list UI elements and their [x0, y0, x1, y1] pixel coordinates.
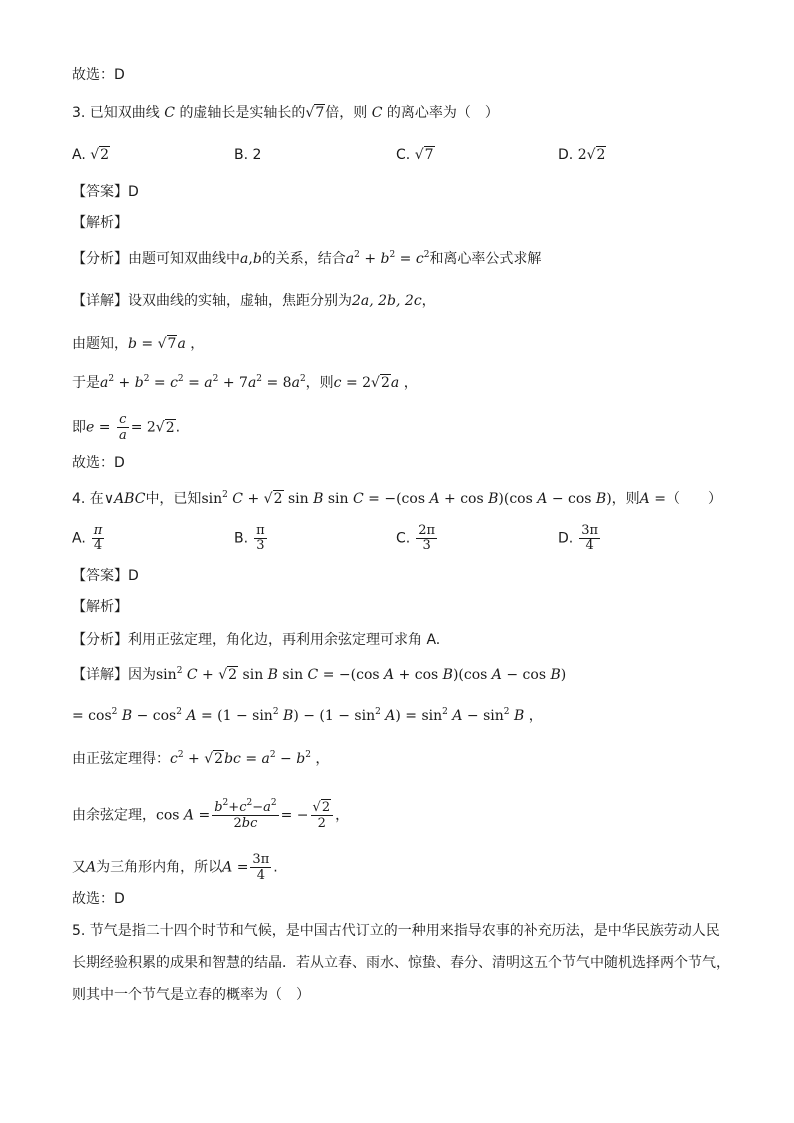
q4-detail: 【详解】因为$\sin^2 C + √2$ sin B sin C = −(cos A + cos B)(cos A − cos B): [72, 666, 567, 683]
q3-choice: 故选：D: [72, 455, 125, 471]
q4-option-c-label: C.: [396, 530, 411, 547]
fx3-b: 的关系，结合: [261, 251, 346, 267]
three-pi-over-four-fraction: $\frac{3\pi}{4}$: [252, 852, 270, 883]
q3-option-b: B. 2: [234, 147, 262, 163]
q4-option-b: B. $\frac{\pi}{3}$: [234, 523, 265, 553]
q4-sine-rule: 由正弦定理得：$c^2 + √2bc = a^2 - b^2$ ，: [72, 750, 330, 767]
q4-conclusion: 又A为三角形内角，所以A = $\frac{3\pi}{4}$ .: [72, 852, 278, 883]
answer-line: 故选：D: [72, 67, 125, 83]
q3-lead: 3. 已知双曲线: [72, 105, 160, 121]
c-over-a-fraction: $\frac{c}{a}$: [118, 412, 127, 443]
q4-analysis: 【分析】利用正弦定理，角化边，再利用余弦定理可求角 A.: [72, 632, 441, 648]
q3-option-d-label: D.: [558, 147, 574, 163]
yjx4-b: 为三角形内角，所以: [96, 859, 223, 876]
q5-line-3: 则其中一个节气是立春的概率为（ ）: [72, 987, 310, 1003]
q3-option-a: A. √2: [72, 147, 110, 163]
q3-option-c-label: C.: [396, 147, 411, 163]
yt3: 由题知，: [72, 336, 128, 352]
q3-mid2: 倍，则: [325, 105, 368, 121]
cosine-fraction: $\frac{b^2+c^2-a^2}{2bc}$: [214, 798, 277, 831]
q4-analysis-heading: 【解析】: [72, 599, 128, 615]
q3-option-d: D. 2√2: [558, 147, 606, 163]
yx4: 由余弦定理，: [72, 807, 156, 824]
fx3-c: 和离心率公式求解: [429, 251, 542, 267]
xj3-b: ，: [421, 293, 436, 309]
root2-over-2-fraction: $\frac{√2}{2}$: [311, 800, 334, 831]
q4-choice: 故选：D: [72, 891, 125, 907]
q4-lead: 4. 在: [72, 491, 104, 507]
q4-answer: 【答案】D: [72, 568, 139, 584]
yjx4: 又: [72, 859, 86, 876]
question-3-stem: 3. 已知双曲线 C 的虚轴长是实轴长的√7倍，则 C 的离心率为（ ）: [72, 105, 499, 121]
q3-analysis: 【分析】由题可知双曲线中a,b的关系，结合$a^2 + b^2 = c^2$和离心率公式求解: [72, 250, 542, 267]
q4-cosine-rule: 由余弦定理，cos A = $\frac{b^2+c^2-a^2}{2bc}$ = − $\frac{√2}{2}$ ，: [72, 798, 350, 831]
q3-analysis-heading: 【解析】: [72, 215, 128, 231]
question-4-stem: 4. 在∨ABC中，已知$\sin^2 C + √2$ sin B sin C = −(cos A + cos B)(cos A − cos B)，则A =（ ）: [72, 490, 722, 507]
q3-result: 即e = $\frac{c}{a}$ = 2√2.: [72, 412, 181, 443]
q3-step: 于是$a^2 + b^2 = c^2 = a^2 + 7a^2 = 8a^2$，则c = 2√2a ，: [72, 374, 418, 391]
xj3-a: 【详解】设双曲线的实轴，虚轴，焦距分别为: [72, 293, 352, 309]
q4-tail: ，则: [611, 491, 640, 507]
q4-option-a: A. $\frac{\pi}{4}$: [72, 523, 103, 553]
q3-mid1: 的虚轴长是实轴长的: [179, 105, 306, 121]
ys3-b: ，则: [305, 375, 334, 391]
q3-tail: 的离心率为（ ）: [386, 105, 499, 121]
q3-given: 由题知，b = √7a ，: [72, 336, 205, 352]
q5-line-2: 长期经验积累的成果和智慧的结晶．若从立春、雨水、惊蛰、春分、清明这五个节气中随机选择两个节气，: [72, 955, 730, 971]
q4-mid: 中，已知: [145, 491, 202, 507]
fx3-a: 【分析】由题可知双曲线中: [72, 251, 240, 267]
q4-option-a-label: A.: [72, 530, 86, 547]
q4-option-b-label: B.: [234, 530, 249, 547]
q3-answer: 【答案】D: [72, 184, 139, 200]
q4-end: （ ）: [665, 491, 722, 507]
q5-line-1: 5. 节气是指二十四个时节和气候，是中国古代订立的一种用来指导农事的补充历法，是中华民族劳动人民: [72, 923, 720, 939]
q4-step: = $\cos^2 B - \cos^2 A = (1 - \sin^2 B) - (1 - \sin^2 A) = \sin^2 A - \sin^2 B$ ，: [72, 707, 543, 724]
ys3: 于是: [72, 375, 100, 391]
q4-option-d: D. $\frac{3\pi}{4}$: [558, 523, 599, 553]
q4-option-d-label: D.: [558, 530, 574, 547]
q3-option-c: C. √7: [396, 147, 434, 163]
ji3: 即: [72, 419, 86, 436]
zx4: 由正弦定理得：: [72, 751, 170, 767]
q3-option-a-label: A.: [72, 147, 86, 163]
q4-option-c: C. $\frac{2\pi}{3}$: [396, 523, 436, 553]
xj4: 【详解】因为: [72, 667, 156, 683]
q3-detail: 【详解】设双曲线的实轴，虚轴，焦距分别为2a, 2b, 2c，: [72, 293, 436, 309]
